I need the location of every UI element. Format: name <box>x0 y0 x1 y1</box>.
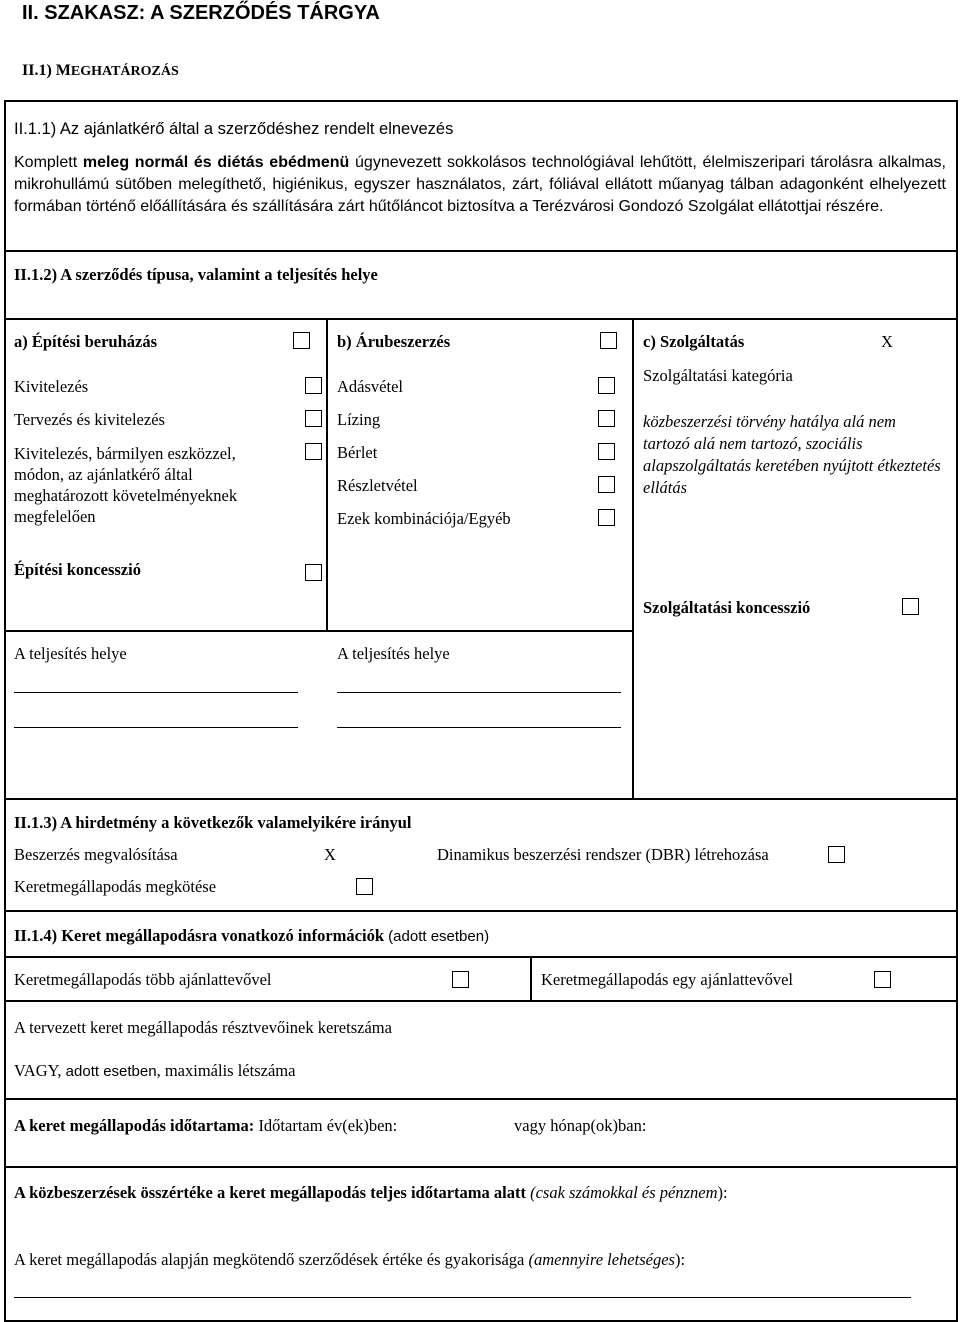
place-line-b[interactable] <box>337 692 621 693</box>
duration-months: vagy hónap(ok)ban: <box>514 1116 647 1135</box>
col-a-item: Kivitelezés <box>14 377 89 396</box>
divider <box>4 250 958 252</box>
s114-or: VAGY, adott esetben, maximális létszáma <box>14 1061 296 1080</box>
col-a-concession: Építési koncesszió <box>14 560 141 579</box>
s113-opt1: Beszerzés megvalósítása <box>14 845 178 864</box>
s113-opt2: Dinamikus beszerzési rendszer (DBR) létrehozása <box>437 845 769 864</box>
s114-heading: II.1.4) Keret megállapodásra vonatkozó információk (adott esetben) <box>14 926 490 945</box>
divider <box>4 318 958 320</box>
s111-description: Komplett meleg normál és diétás ebédmenü úgynevezett sokkolásos technológiával lehűtött, élelmiszeripari tárolásra alkalmas, mikrohullámú sütőben melegíthető, higiénikus, egyszer használatos, zárt, fóliával ellátott műanyag tálban adagonként elhelyezett formában történő előállítására és szállítására zárt hűtőláncot biztosítva a Terézvárosi Gondozó Szolgálat ellátottjai részére. <box>14 154 947 215</box>
s111-heading: II.1.1) Az ajánlatkérő által a szerződéshez rendelt elnevezés <box>14 120 454 138</box>
col-b-item-checkbox[interactable] <box>598 476 615 493</box>
col-c-mark: X <box>881 332 893 351</box>
col-b-item-checkbox[interactable] <box>598 410 615 427</box>
duration-row: A keret megállapodás időtartama: Időtartam év(ek)ben: <box>14 1116 398 1135</box>
place-line-a[interactable] <box>14 692 298 693</box>
col-a-item: Tervezés és kivitelezés <box>14 410 165 429</box>
col-divider <box>530 956 532 1000</box>
s114-single-checkbox[interactable] <box>874 971 891 988</box>
s113-opt3-checkbox[interactable] <box>356 878 373 895</box>
col-b-item: Adásvétel <box>337 377 403 396</box>
col-a-concession-checkbox[interactable] <box>305 564 322 581</box>
col-b-item-checkbox[interactable] <box>598 443 615 460</box>
col-a-item-checkbox[interactable] <box>305 410 322 427</box>
divider <box>4 1000 958 1002</box>
service-concession: Szolgáltatási koncesszió <box>643 598 811 617</box>
s114-multi: Keretmegállapodás több ajánlattevővel <box>14 970 272 989</box>
col-a-title: a) Építési beruházás <box>14 332 158 351</box>
divider <box>4 630 633 632</box>
s112-heading: II.1.2) A szerződés típusa, valamint a teljesítés helye <box>14 265 378 284</box>
place-line-a[interactable] <box>14 727 298 728</box>
place-label-a: A teljesítés helye <box>14 644 127 663</box>
col-divider <box>326 318 328 630</box>
s114-single: Keretmegállapodás egy ajánlattevővel <box>541 970 793 989</box>
col-b-item-checkbox[interactable] <box>598 509 615 526</box>
s114-multi-checkbox[interactable] <box>452 971 469 988</box>
col-b-item: Részletvétel <box>337 476 418 495</box>
col-a-checkbox[interactable] <box>293 332 310 349</box>
divider <box>4 1098 958 1100</box>
col-divider <box>632 318 634 798</box>
divider <box>4 1166 958 1168</box>
col-b-title: b) Árubeszerzés <box>337 332 451 351</box>
section-title: II. SZAKASZ: A SZERZŐDÉS TÁRGYA <box>22 2 380 24</box>
service-category-text: közbeszerzési törvény hatálya alá nem tartozó alá nem tartozó, szociális alapszolgáltatás keretében nyújtott étkeztetés ellátás <box>643 412 941 497</box>
col-b-item-checkbox[interactable] <box>598 377 615 394</box>
place-label-b: A teljesítés helye <box>337 644 450 663</box>
s113-opt3: Keretmegállapodás megkötése <box>14 877 217 896</box>
col-c-title: c) Szolgáltatás <box>643 332 745 351</box>
col-a-item-checkbox[interactable] <box>305 443 322 460</box>
section-subtitle: II.1) MEGHATÁROZÁS <box>22 62 179 79</box>
service-concession-checkbox[interactable] <box>902 598 919 615</box>
place-line-b[interactable] <box>337 727 621 728</box>
col-a-item-checkbox[interactable] <box>305 377 322 394</box>
col-b-item: Bérlet <box>337 443 378 462</box>
col-b-item: Lízing <box>337 410 381 429</box>
col-b-checkbox[interactable] <box>600 332 617 349</box>
s114-planned: A tervezett keret megállapodás résztvevőinek keretszáma <box>14 1018 392 1037</box>
divider <box>4 910 958 912</box>
s113-opt1-mark: X <box>324 845 336 864</box>
s113-opt2-checkbox[interactable] <box>828 846 845 863</box>
col-b-item: Ezek kombinációja/Egyéb <box>337 509 511 528</box>
contracts-value-label: A keret megállapodás alapján megkötendő szerződések értéke és gyakorisága (amennyire lehetséges): <box>14 1250 686 1269</box>
service-category-label: Szolgáltatási kategória <box>643 366 793 385</box>
contracts-value-line[interactable] <box>14 1297 911 1298</box>
total-value-label: A közbeszerzések összértéke a keret megállapodás teljes időtartama alatt (csak számokkal és pénznem): <box>14 1183 728 1202</box>
divider <box>4 956 958 958</box>
col-a-item: Kivitelezés, bármilyen eszközzel, módon, az ajánlatkérő által meghatározott követelményeknek megfelelően <box>14 444 238 526</box>
s113-heading: II.1.3) A hirdetmény a következők valamelyikére irányul <box>14 813 412 832</box>
divider <box>4 798 958 800</box>
